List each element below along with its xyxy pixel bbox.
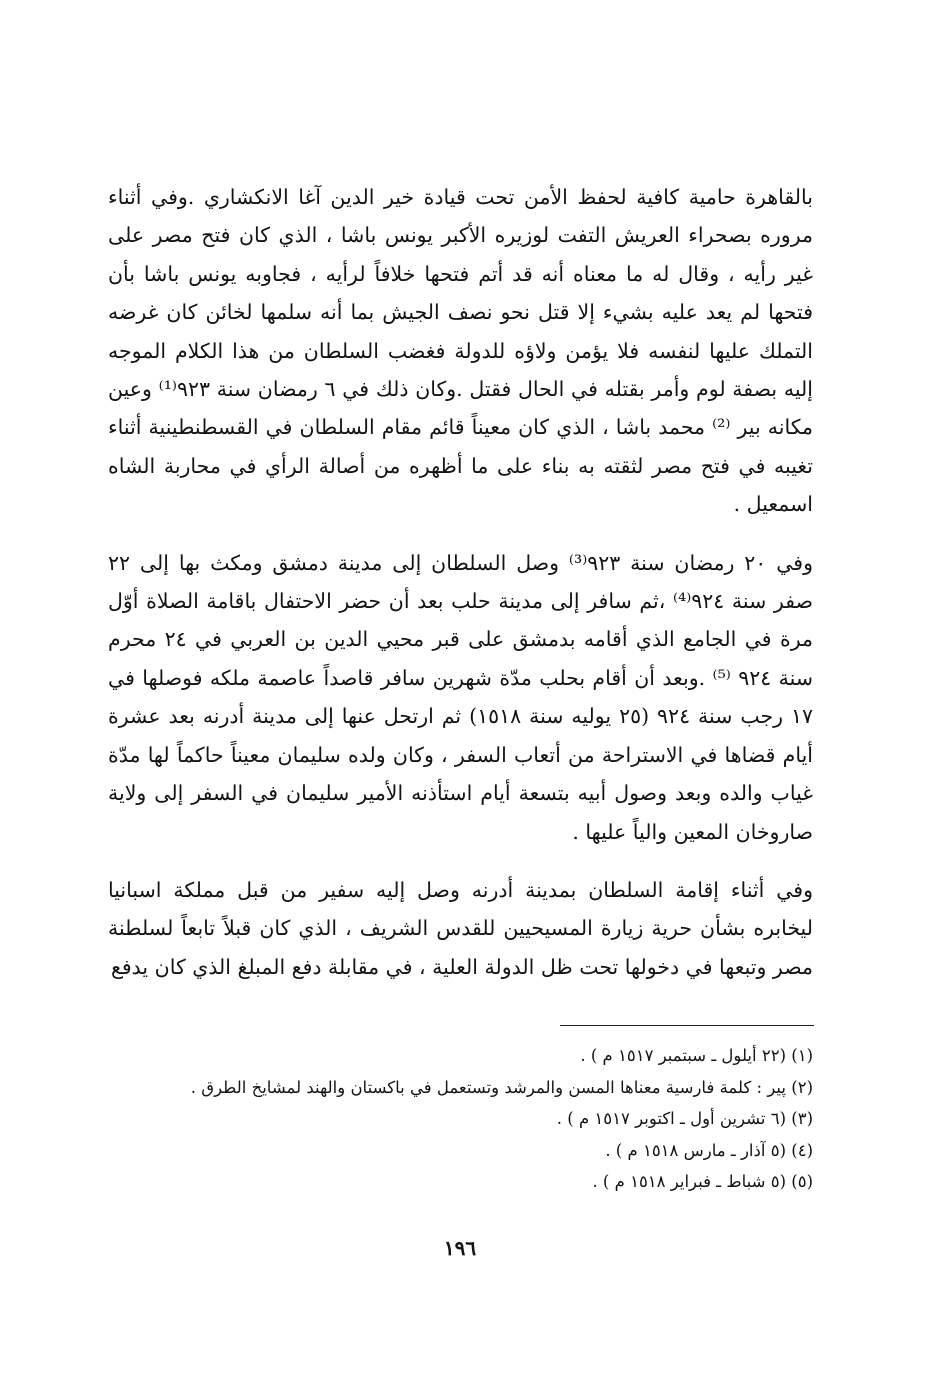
paragraph: بالقاهرة حامية كافية لحفظ الأمن تحت قيادة خير الدين آغا الانكشاري .وفي أثناء مروره بصحراء العريش التفت لوزيره الأكبر يونس باشا ، الذي كان فتح مصر على غير رأيه ، وقال له ما معناه أنه قد أتم فتحها خلافاً لرأيه ، فجاوبه يونس باشا بأن فتحها لم يعد عليه بشيء إلا قتل نحو نصف الجيش بما أنه سلمها لخائن كان غرضه التملك عليها لنفسه فلا يؤمن ولاؤه للدولة فغضب السلطان من هذا الكلام الموجه إليه بصفة لوم وأمر بقتله في الحال فقتل .وكان ذلك في ٦ رمضان سنة ٩٢٣⁽¹⁾ وعين مكانه بير ⁽²⁾ محمد باشا ، الذي كان معيناً قائم مقام السلطان في القسطنطينية أثناء تغيبه في فتح مصر لثقته به بناء على ما أظهره من أصالة الرأي في محاربة الشاه اسمعيل . [108,185,813,517]
paragraph: وفي ٢٠ رمضان سنة ٩٢٣⁽³⁾ وصل السلطان إلى مدينة دمشق ومكث بها إلى ٢٢ صفر سنة ٩٢٤⁽⁴⁾ ،ثم سافر إلى مدينة حلب بعد أن حضر الاحتفال باقامة الصلاة أوّل مرة في الجامع الذي أقامه بدمشق على قبر محيي الدين بن العربي في ٢٤ محرم سنة ٩٢٤ ⁽⁵⁾ .وبعد أن أقام بحلب مدّة شهرين سافر قاصداً عاصمة ملكه فوصلها في ١٧ رجب سنة ٩٢٤ (٢٥ يوليه سنة ١٥١٨) ثم ارتحل عنها إلى مدينة أدرنه بعد عشرة أيام قضاها في الاستراحة من أتعاب السفر ، وكان ولده سليمان معيناً حاكماً لها مدّة غياب والده وبعد وصول أبيه بتسعة أيام استأذنه الأمير سليمان في السفر إلى ولاية صاروخان المعين والياً عليها . [108,550,814,844]
main-text [108,178,813,986]
footnote-separator [560,1025,814,1026]
footnote: (٣) (٦ تشرين أول ـ اكتوبر ١٥١٧ م ) . [556,1109,813,1128]
footnote: (٤) (٥ آذار ـ مارس ١٥١٨ م ) . [605,1140,813,1160]
footnote: (١) (٢٢ أيلول ـ سبتمبر ١٥١٧ م ) . [580,1046,813,1065]
page-number: ١٩٦ [443,1236,477,1260]
footnotes [108,1040,813,1198]
paragraph: وفي أثناء إقامة السلطان بمدينة أدرنه وصل إليه سفير من قبل مملكة اسبانيا ليخابره بشأن حرية زيارة المسيحيين للقدس الشريف ، الذي كان قبلاً تابعاً لسلطنة مصر وتبعها في دخولها تحت ظل الدولة العلية ، في مقابلة دفع المبلغ الذي كان يدفع [108,877,813,979]
footnote: (٢) پير : كلمة فارسية معناها المسن والمرشد وتستعمل في باكستان والهند لمشايخ الطرق . [190,1077,813,1097]
footnote: (٥) (٥ شباط ـ فبراير ١٥١٨ م ) . [592,1172,813,1191]
